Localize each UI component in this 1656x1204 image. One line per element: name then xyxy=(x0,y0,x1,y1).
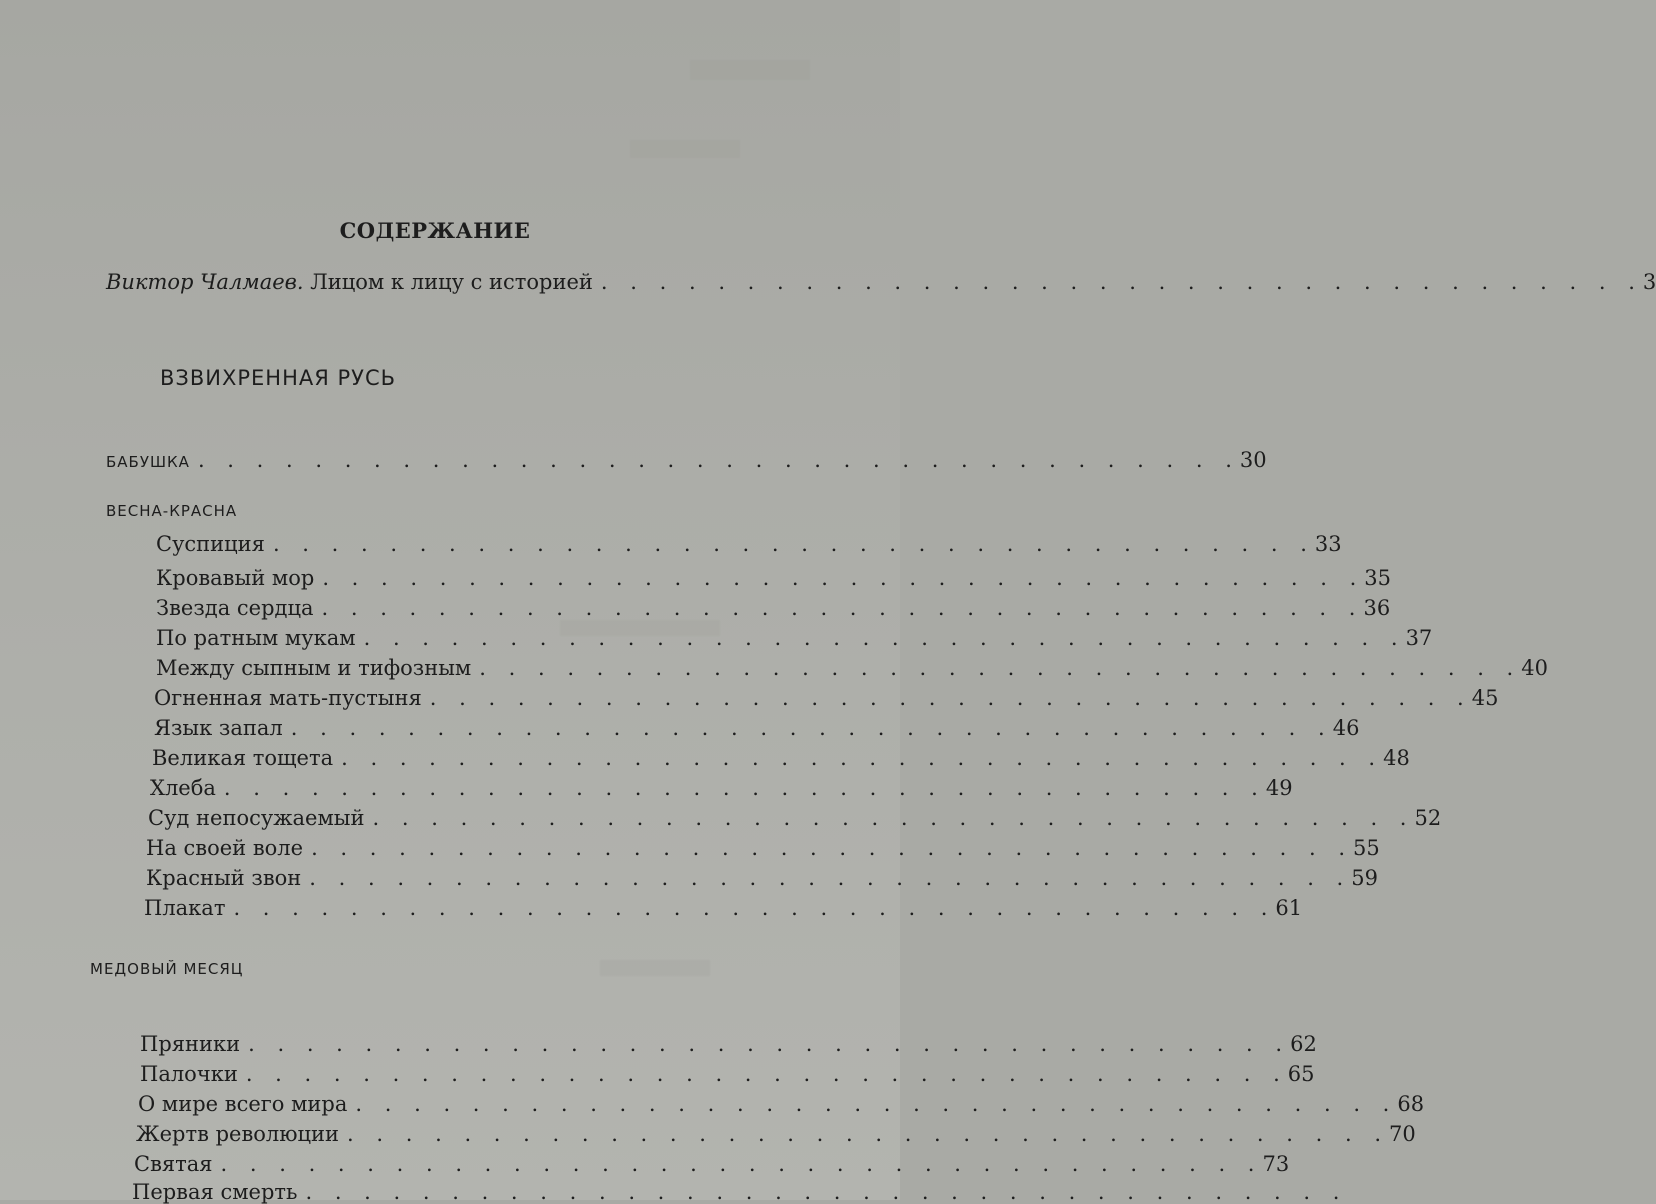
toc-entry[interactable] xyxy=(156,626,1433,650)
entry-label: Красный звон xyxy=(146,866,302,890)
entry-label: Первая смерть xyxy=(132,1180,298,1204)
toc-entry[interactable] xyxy=(154,686,1499,710)
entry-label: Огненная мать-пустыня xyxy=(154,686,422,710)
dot-leader: . . . . . . . . . . . . . . . . . . . . . . . . . . . . . . . . . . . . xyxy=(197,448,1240,472)
toc-entry[interactable] xyxy=(132,1180,1348,1204)
entry-label: Суспиция xyxy=(156,532,265,556)
dot-leader: . . . . . . . . . . . . . . . . . . . . . . . . . . . . . . . . . . . . xyxy=(429,686,1472,710)
dot-leader: . . . . . . . . . . . . . . . . . . . . . . . . . . . . . . . . . . . . xyxy=(355,1092,1398,1116)
dot-leader: . . . . . . . . . . . . . . . . . . . . . . . . . . . . . . . . . . . . xyxy=(248,1032,1291,1056)
toc-entry[interactable] xyxy=(136,1122,1416,1146)
toc-entry[interactable] xyxy=(156,532,1342,556)
page-number: 70 xyxy=(1389,1122,1416,1146)
dot-leader: . . . . . . . . . . . . . . . . . . . . . . . . . . . . . . . . . . . . xyxy=(233,896,1276,920)
entry-label: Жертв революции xyxy=(136,1122,340,1146)
toc-entry-babushka[interactable] xyxy=(106,448,1267,472)
dot-leader: . . . . . . . . . . . . . . . . . . . . . . . . . . . . . . . . . . . . xyxy=(309,866,1352,890)
page-number: 73 xyxy=(1262,1152,1290,1176)
toc-entry[interactable] xyxy=(140,1062,1315,1086)
dot-leader: . . . . . . . . . . . . . . . . . . . . . . . . . . . . . . . . . . . . xyxy=(311,836,1354,860)
page-number: 59 xyxy=(1351,866,1378,890)
toc-entry[interactable] xyxy=(148,806,1442,830)
bleed-through-shadow xyxy=(630,140,740,158)
toc-entry-intro[interactable] xyxy=(106,270,1656,294)
toc-entry[interactable] xyxy=(144,896,1303,920)
dot-leader: . . . . . . . . . . . . . . . . . . . . . . . . . . . . . . . . . . . . xyxy=(245,1062,1288,1086)
entry-label: Между сыпным и тифозным xyxy=(156,656,472,680)
entry-label: О мире всего мира xyxy=(138,1092,348,1116)
page-number: 40 xyxy=(1521,656,1548,680)
dot-leader: . . . . . . . . . . . . . . . . . . . . . . . . . . . . . . . . . . . . xyxy=(272,532,1315,556)
section-title-vesna: ВЕСНА-КРАСНА xyxy=(106,502,238,520)
toc-entry[interactable] xyxy=(138,1092,1425,1116)
page-number: 68 xyxy=(1397,1092,1425,1116)
page-number: 30 xyxy=(1239,448,1267,472)
toc-entry[interactable] xyxy=(156,566,1391,590)
entry-label: Пряники xyxy=(140,1032,241,1056)
page-number: 45 xyxy=(1471,686,1499,710)
entry-label: Суд непосужаемый xyxy=(148,806,365,830)
entry-label: Палочки xyxy=(140,1062,238,1086)
page-number: 46 xyxy=(1332,716,1360,740)
entry-label: По ратным мукам xyxy=(156,626,356,650)
entry-label: Язык запал xyxy=(154,716,283,740)
dot-leader: . . . . . . . . . . . . . . . . . . . . . . . . . . . . . . . . . . . . xyxy=(363,626,1406,650)
dot-leader: . . . . . . . . . . . . . . . . . . . . . . . . . . . . . . . . . . . . xyxy=(322,566,1365,590)
toc-entry[interactable] xyxy=(152,746,1410,770)
dot-leader: . . . . . . . . . . . . . . . . . . . . . . . . . . . . . . . . . . . . xyxy=(223,776,1266,800)
entry-label: На своей воле xyxy=(146,836,304,860)
page-number: 3 xyxy=(1642,270,1656,294)
part-title: ВЗВИХРЕННАЯ РУСЬ xyxy=(160,366,397,390)
entry-label: Плакат xyxy=(144,896,226,920)
dot-leader: . . . . . . . . . . . . . . . . . . . . . . . . . . . . . . . . . . . . xyxy=(347,1122,1389,1146)
dot-leader: . . . . . . . . . . . . . . . . . . . . . . . . . . . . . . . . . . . . xyxy=(321,596,1364,620)
entry-label: Святая xyxy=(134,1152,213,1176)
intro-author: Виктор Чалмаев. xyxy=(106,270,304,294)
page-number: 37 xyxy=(1405,626,1433,650)
toc-entry[interactable] xyxy=(156,656,1548,680)
toc-entry[interactable] xyxy=(140,1032,1317,1056)
contents-title: СОДЕРЖАНИЕ xyxy=(339,218,531,243)
toc-entry[interactable] xyxy=(146,836,1380,860)
page-number: 65 xyxy=(1287,1062,1315,1086)
entry-label: Хлеба xyxy=(150,776,216,800)
page-number: 52 xyxy=(1414,806,1442,830)
page-number: 55 xyxy=(1353,836,1380,860)
page-number: 33 xyxy=(1314,532,1342,556)
toc-entry[interactable] xyxy=(146,866,1378,890)
entry-label: Кровавый мор xyxy=(156,566,315,590)
dot-leader: . . . . . . . . . . . . . . . . . . . . . . . . . . . . . . . . . . . . xyxy=(372,806,1415,830)
page-number: 35 xyxy=(1364,566,1391,590)
entry-label: Великая тощета xyxy=(152,746,334,770)
entry-label: Звезда сердца xyxy=(156,596,314,620)
bleed-through-shadow xyxy=(690,60,810,80)
page-number: 49 xyxy=(1265,776,1293,800)
toc-entry[interactable] xyxy=(134,1152,1290,1176)
section-title: БАБУШКА xyxy=(106,453,190,471)
section-title-medovy: МЕДОВЫЙ МЕСЯЦ xyxy=(90,960,244,978)
bleed-through-shadow xyxy=(600,960,710,976)
dot-leader: . . . . . . . . . . . . . . . . . . . . . . . . . . . . . . . . . . . . xyxy=(290,716,1333,740)
toc-entry[interactable] xyxy=(154,716,1360,740)
intro-title: Лицом к лицу с историей xyxy=(310,270,593,294)
intro-title-spacer xyxy=(304,270,311,294)
toc-entry[interactable] xyxy=(156,596,1391,620)
dot-leader: . . . . . . . . . . . . . . . . . . . . . . . . . . . . . . . . . . . . xyxy=(220,1152,1263,1176)
dot-leader: . . . . . . . . . . . . . . . . . . . . . . . . . . . . . . . . . . . . xyxy=(600,270,1643,294)
dot-leader: . . . . . . . . . . . . . . . . . . . . . . . . . . . . . . . . . . . . xyxy=(305,1180,1348,1204)
page-number: 36 xyxy=(1363,596,1391,620)
dot-leader: . . . . . . . . . . . . . . . . . . . . . . . . . . . . . . . . . . . . xyxy=(479,656,1522,680)
page-number: 61 xyxy=(1275,896,1303,920)
dot-leader: . . . . . . . . . . . . . . . . . . . . . . . . . . . . . . . . . . . . xyxy=(341,746,1384,770)
toc-entry[interactable] xyxy=(150,776,1293,800)
page-number: 62 xyxy=(1290,1032,1317,1056)
page-number: 48 xyxy=(1383,746,1410,770)
